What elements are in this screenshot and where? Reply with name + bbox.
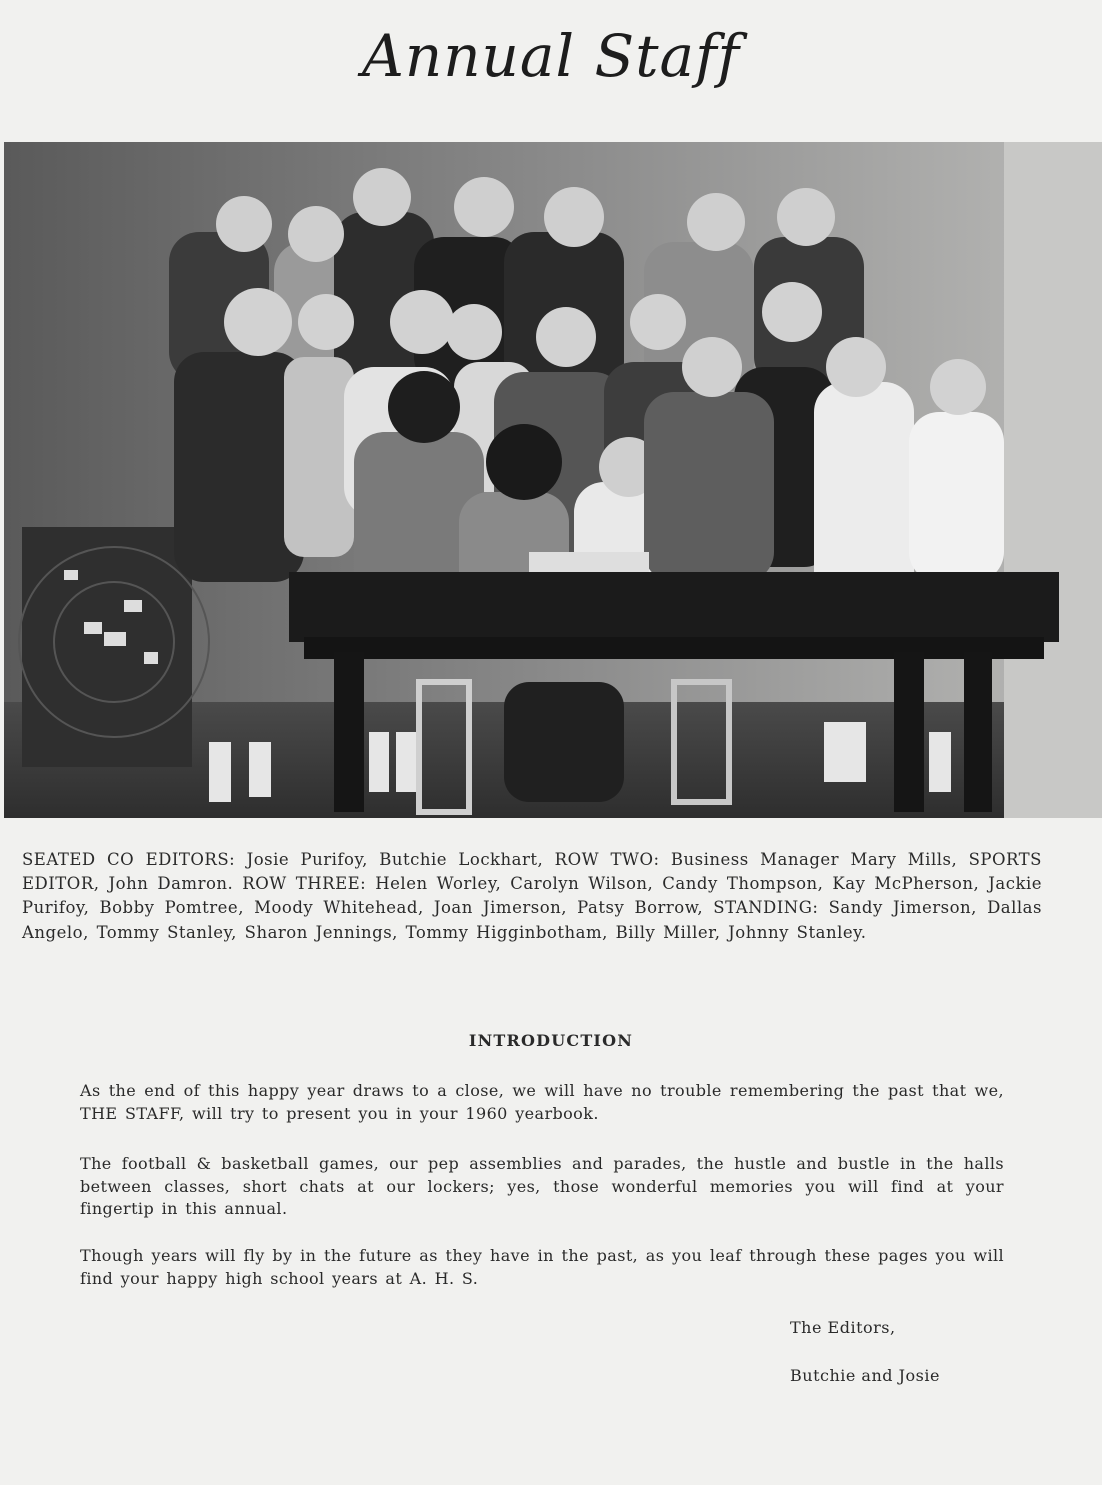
introduction-heading: INTRODUCTION xyxy=(468,1031,634,1050)
photo-caption: SEATED CO EDITORS: Josie Purifoy, Butchie Lockhart, ROW TWO: Business Manager Mary Mills, SPORTS EDITOR, John Damron. ROW THREE: Helen Worley, Carolyn Wilson, Candy Thompson, Kay McPherson, Jackie Purifoy, Bobby Pomtree, Moody Whitehead, Joan Jimerson, Patsy Borrow, STANDING: Sandy Jimerson, Dallas Angelo, Tommy Stanley, Sharon Jennings, Tommy Higginbotham, Billy Miller, Johnny Stanley. xyxy=(22,850,1042,942)
introduction-paragraph: Though years will fly by in the future as they have in the past, as you leaf through these pages you will find your happy high school years at A. H. S. xyxy=(80,1246,1004,1288)
closing-line: The Editors, xyxy=(790,1318,896,1337)
group-photo xyxy=(4,142,1102,818)
introduction-paragraph: The football & basketball games, our pep assemblies and parades, the hustle and bustle in the halls between classes, short chats at our lockers; yes, those wonderful memories you will find at your fingertip in this annual. xyxy=(80,1154,1004,1218)
page-title: Annual Staff xyxy=(361,22,741,90)
introduction-paragraph: As the end of this happy year draws to a close, we will have no trouble remembering the past that we, THE STAFF, will try to present you in your 1960 yearbook. xyxy=(80,1081,1004,1123)
group-photo-image xyxy=(4,142,1102,818)
signature: Butchie and Josie xyxy=(790,1366,940,1385)
